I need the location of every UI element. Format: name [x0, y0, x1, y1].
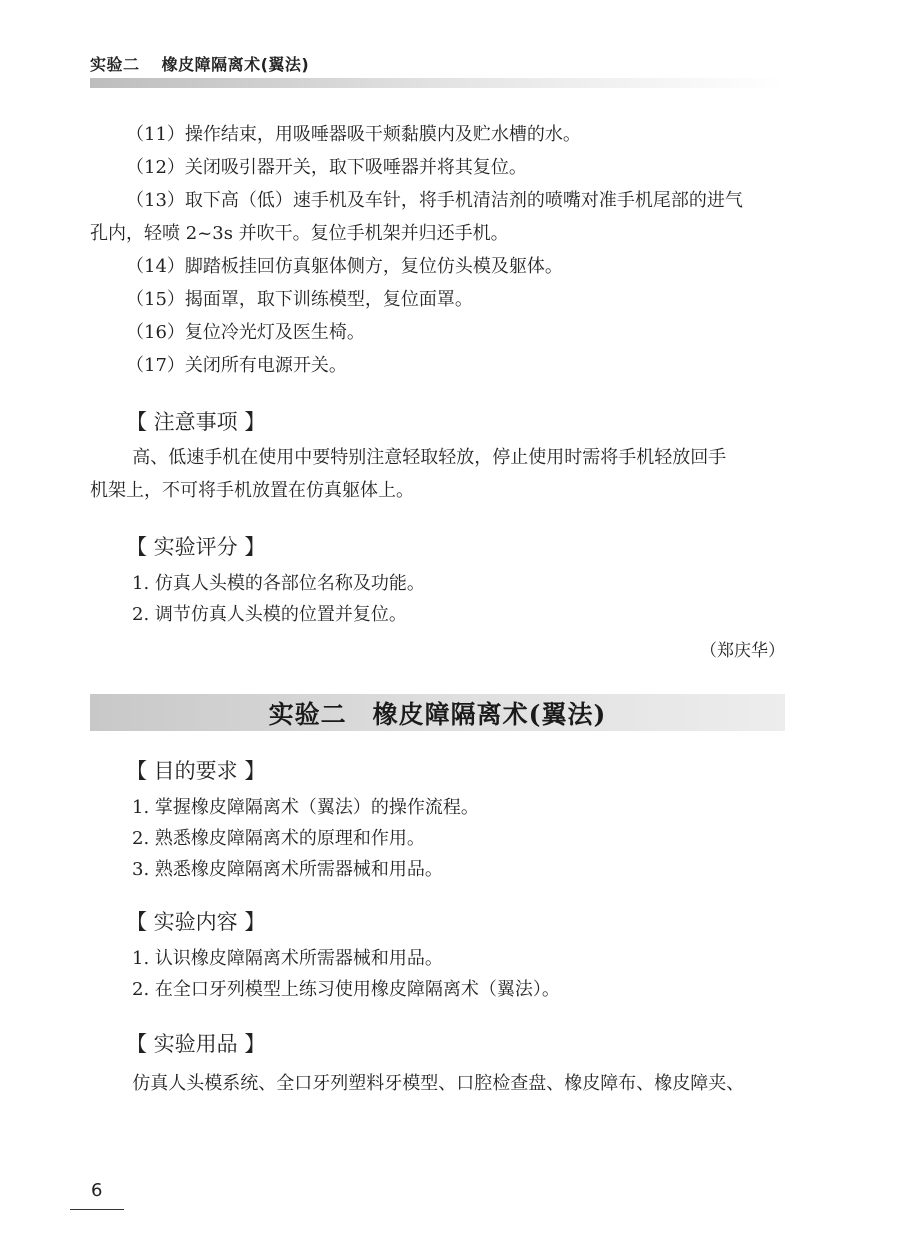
step-line: （14）脚踏板挂回仿真躯体侧方，复位仿头模及躯体。 [126, 256, 563, 277]
header-gradient-rule [90, 78, 785, 88]
running-head-chapter: 实验二 [90, 55, 140, 74]
page-number: 6 [91, 1180, 103, 1201]
contents-item: 1. 认识橡皮障隔离术所需器械和用品。 [132, 948, 443, 969]
section-title: 实验二 橡皮障隔离术(翼法) [268, 699, 607, 729]
step-line-continuation: 孔内，轻喷 2~3s 并吹干。复位手机架并归还手机。 [90, 223, 509, 244]
step-line: （17）关闭所有电源开关。 [126, 355, 347, 376]
objectives-item: 1. 掌握橡皮障隔离术（翼法）的操作流程。 [132, 797, 479, 818]
contents-heading: 【 实验内容 】 [126, 910, 266, 934]
steps-list [90, 118, 785, 382]
scoring-item: 1. 仿真人头模的各部位名称及功能。 [132, 573, 425, 594]
supplies-text: 仿真人头模系统、全口牙列塑料牙模型、口腔检查盘、橡皮障布、橡皮障夹、 [132, 1073, 745, 1094]
objectives-item: 2. 熟悉橡皮障隔离术的原理和作用。 [132, 828, 425, 849]
contents-item: 2. 在全口牙列模型上练习使用橡皮障隔离术（翼法）。 [132, 979, 560, 1000]
objectives-item: 3. 熟悉橡皮障隔离术所需器械和用品。 [132, 859, 443, 880]
running-head-title: 橡皮障隔离术(翼法) [161, 55, 310, 74]
notes-heading: 【 注意事项 】 [126, 410, 266, 434]
notes-paragraph-line: 高、低速手机在使用中要特别注意轻取轻放，停止使用时需将手机轻放回手 [132, 447, 727, 468]
scoring-heading: 【 实验评分 】 [126, 535, 266, 559]
step-line: （11）操作结束，用吸唾器吸干颊黏膜内及贮水槽的水。 [126, 124, 581, 145]
page-number-rule [70, 1209, 124, 1210]
step-line: （15）揭面罩，取下训练模型，复位面罩。 [126, 289, 473, 310]
page-body [90, 118, 785, 1100]
running-head [90, 52, 309, 75]
supplies-heading: 【 实验用品 】 [126, 1032, 266, 1056]
step-line: （13）取下高（低）速手机及车针，将手机清洁剂的喷嘴对准手机尾部的进气 [126, 190, 743, 211]
scoring-item: 2. 调节仿真人头模的位置并复位。 [132, 604, 407, 625]
step-line: （16）复位冷光灯及医生椅。 [126, 322, 365, 343]
author-credit: （郑庆华） [700, 641, 785, 661]
notes-paragraph-line: 机架上，不可将手机放置在仿真躯体上。 [90, 480, 414, 501]
objectives-heading: 【 目的要求 】 [126, 759, 266, 783]
section-title-bar [90, 694, 785, 731]
step-line: （12）关闭吸引器开关，取下吸唾器并将其复位。 [126, 157, 527, 178]
